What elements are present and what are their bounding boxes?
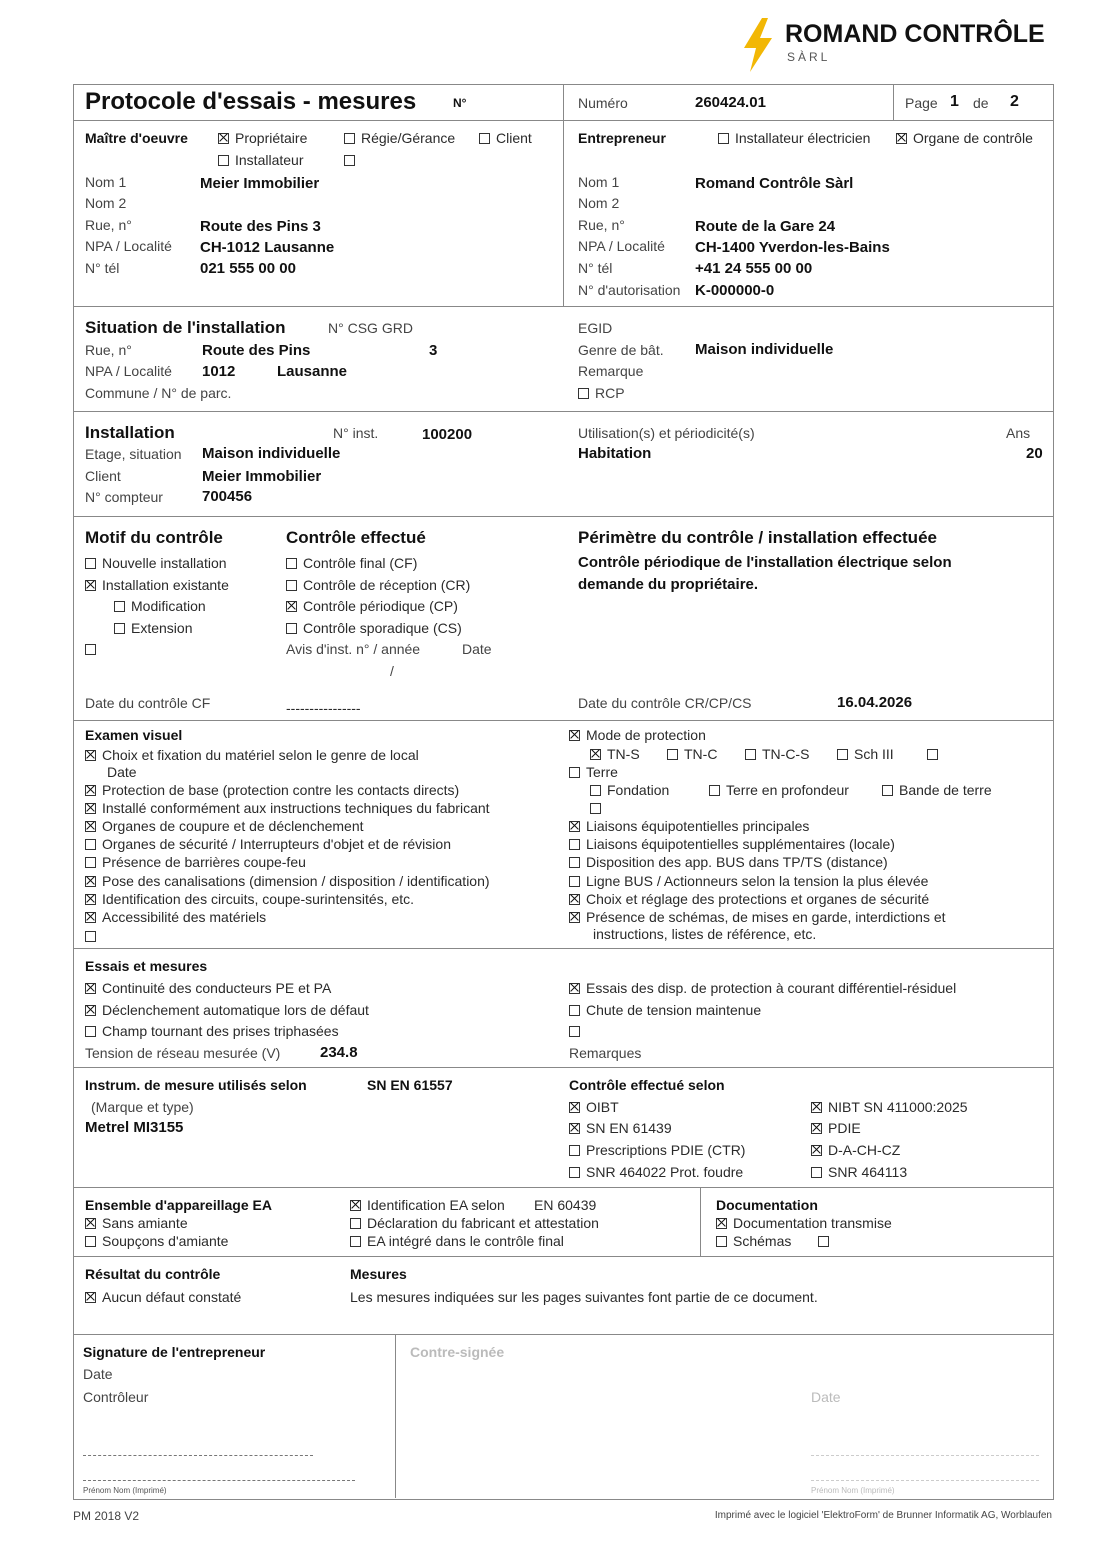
motif-heading: Motif du contrôle (85, 528, 223, 547)
checkbox-checked[interactable] (811, 1102, 822, 1113)
checkbox[interactable] (569, 1026, 580, 1037)
nom2-label: Nom 2 (85, 195, 127, 211)
no-label: N° (453, 96, 467, 110)
ea-integre-option[interactable]: EA intégré dans le contrôle final (350, 1233, 564, 1249)
ans-label: Ans (1006, 425, 1031, 441)
other-terre-option[interactable] (590, 800, 607, 816)
selon-heading: Contrôle effectué selon (569, 1077, 725, 1093)
examen-item-10[interactable] (85, 928, 102, 944)
en61439-option[interactable]: SN EN 61439 (569, 1120, 672, 1136)
checkbox-checked[interactable] (590, 749, 601, 760)
examen-item-2[interactable]: Protection de base (protection contre les contacts directs) (85, 782, 459, 798)
contre-signature-line (811, 1455, 1039, 1456)
entrepreneur-tel: +41 24 555 00 00 (695, 260, 813, 277)
installateur-electricien-option[interactable]: Installateur électricien (718, 130, 870, 146)
perimetre-heading: Périmètre du contrôle / installation effectuée (578, 528, 937, 547)
checkbox-checked[interactable] (85, 1005, 96, 1016)
footer-version: PM 2018 V2 (73, 1509, 140, 1523)
tension-value: 234.8 (320, 1044, 358, 1061)
checkbox-checked[interactable] (569, 1123, 580, 1134)
examen-item-5[interactable]: Organes de sécurité / Interrupteurs d'objet et de révision (85, 836, 451, 852)
cp-option[interactable]: Contrôle périodique (CP) (286, 598, 458, 614)
ans-value: 20 (1026, 445, 1043, 462)
checkbox[interactable] (479, 133, 490, 144)
checkbox-checked[interactable] (85, 803, 96, 814)
checkbox[interactable] (286, 580, 297, 591)
entrepreneur-heading: Entrepreneur (578, 130, 666, 146)
signature-date-label: Date (83, 1366, 113, 1382)
aucun-defaut-option[interactable]: Aucun défaut constaté (85, 1289, 241, 1305)
sans-amiante-option[interactable]: Sans amiante (85, 1215, 188, 1231)
auth-label: N° d'autorisation (578, 282, 681, 298)
npa-label: NPA / Localité (85, 238, 172, 254)
tns-option[interactable]: TN-S (590, 746, 640, 762)
situation-localite: Lausanne (277, 363, 348, 380)
checkbox[interactable] (85, 857, 96, 868)
maitre-nom1: Meier Immobilier (200, 175, 320, 192)
inst-label: N° inst. (333, 425, 379, 441)
numero-value: 260424.01 (695, 94, 766, 111)
checkbox-checked[interactable] (569, 894, 580, 905)
other-mode-option[interactable] (927, 746, 944, 762)
checkbox-checked[interactable] (569, 1102, 580, 1113)
other-motif-option[interactable] (85, 641, 102, 657)
checkbox[interactable] (718, 133, 729, 144)
fondation-option[interactable]: Fondation (590, 782, 669, 798)
identification-ea-norm: EN 60439 (534, 1197, 597, 1213)
page-total: 2 (1010, 93, 1019, 110)
checkbox[interactable] (344, 155, 355, 166)
contre-name-line (811, 1480, 1039, 1481)
ensemble-heading: Ensemble d'appareillage EA (85, 1197, 272, 1213)
examen-item-6[interactable]: Présence de barrières coupe-feu (85, 854, 306, 870)
maitre-heading: Maître d'oeuvre (85, 130, 188, 146)
rue-label: Rue, n° (85, 342, 132, 358)
bande-option[interactable]: Bande de terre (882, 782, 992, 798)
checkbox[interactable] (818, 1236, 829, 1247)
tension-label: Tension de réseau mesurée (V) (85, 1045, 281, 1061)
checkbox-checked[interactable] (85, 580, 96, 591)
mesures-heading: Mesures (350, 1266, 407, 1282)
entrepreneur-auth: K-000000-0 (695, 282, 775, 299)
dach-option[interactable]: D-A-CH-CZ (811, 1142, 900, 1158)
npa-label: NPA / Localité (578, 238, 665, 254)
essais-heading: Essais et mesures (85, 958, 208, 974)
pdie-ctr-option[interactable]: Prescriptions PDIE (CTR) (569, 1142, 745, 1158)
checkbox-checked[interactable] (85, 750, 96, 761)
csg-label: N° CSG GRD (328, 320, 413, 336)
tel-label: N° tél (578, 260, 613, 276)
checkbox-checked[interactable] (85, 876, 96, 887)
sch3-option[interactable]: Sch III (837, 746, 894, 762)
checkbox[interactable] (716, 1236, 727, 1247)
checkbox[interactable] (569, 857, 580, 868)
client-option[interactable]: Client (479, 130, 532, 146)
examen-item-1-date: Date (107, 764, 137, 780)
checkbox-checked[interactable] (85, 912, 96, 923)
checkbox[interactable] (85, 839, 96, 850)
page-label: Page (905, 95, 938, 111)
avis-label: Avis d'inst. n° / année (286, 641, 421, 657)
compteur-value: 700456 (202, 488, 253, 505)
checkbox-checked[interactable] (896, 133, 907, 144)
checkbox[interactable] (745, 749, 756, 760)
checkbox-checked[interactable] (811, 1123, 822, 1134)
compteur-label: N° compteur (85, 489, 163, 505)
prenom-nom-label: Prénom Nom (Imprimé) (83, 1486, 167, 1495)
checkbox[interactable] (569, 767, 580, 778)
bus-ligne-option[interactable]: Ligne BUS / Actionneurs selon la tension la plus élevée (569, 873, 928, 889)
checkbox[interactable] (882, 785, 893, 796)
declaration-option[interactable]: Déclaration du fabricant et attestation (350, 1215, 599, 1231)
checkbox[interactable] (578, 388, 589, 399)
existante-option[interactable]: Installation existante (85, 577, 229, 593)
checkbox[interactable] (569, 1145, 580, 1156)
de-label: de (973, 95, 989, 111)
pdie-option[interactable]: PDIE (811, 1120, 861, 1136)
form-title: Protocole d'essais - mesures (85, 88, 417, 115)
instrum-heading: Instrum. de mesure utilisés selon (85, 1077, 307, 1093)
documentation-heading: Documentation (716, 1197, 818, 1213)
perimetre-line2: demande du propriétaire. (578, 576, 759, 593)
checkbox[interactable] (569, 1167, 580, 1178)
checkbox-checked[interactable] (569, 821, 580, 832)
company-subtitle: SÀRL (787, 50, 831, 64)
choix-reglage-option[interactable]: Choix et réglage des protections et organes de sécurité (569, 891, 929, 907)
checkbox-checked[interactable] (811, 1145, 822, 1156)
maitre-tel: 021 555 00 00 (200, 260, 296, 277)
name-line (83, 1480, 355, 1481)
organe-controle-option[interactable]: Organe de contrôle (896, 130, 1033, 146)
checkbox[interactable] (350, 1218, 361, 1229)
checkbox[interactable] (85, 644, 96, 655)
examen-item-8[interactable]: Identification des circuits, coupe-surintensités, etc. (85, 891, 414, 907)
date-control-value: 16.04.2026 (837, 694, 913, 711)
checkbox-checked[interactable] (218, 133, 229, 144)
controle-heading: Contrôle effectué (286, 528, 426, 547)
etage-label: Etage, situation (85, 446, 182, 462)
contre-signee-label: Contre-signée (410, 1344, 505, 1360)
entrepreneur-npa: CH-1400 Yverdon-les-Bains (695, 239, 890, 256)
commune-label: Commune / N° de parc. (85, 385, 232, 401)
checkbox[interactable] (85, 1236, 96, 1247)
checkbox-checked[interactable] (350, 1200, 361, 1211)
company-name: ROMAND CONTRÔLE (785, 20, 1045, 48)
checkbox-checked[interactable] (85, 785, 96, 796)
examen-heading: Examen visuel (85, 727, 183, 743)
cs-option[interactable]: Contrôle sporadique (CS) (286, 620, 462, 636)
date-cf-label: Date du contrôle CF (85, 695, 211, 711)
rue-label: Rue, n° (578, 217, 625, 233)
nom1-label: Nom 1 (85, 174, 127, 190)
nibt-option[interactable]: NIBT SN 411000:2025 (811, 1099, 968, 1115)
contre-date-label: Date (811, 1389, 841, 1405)
date-control-label: Date du contrôle CR/CP/CS (578, 695, 752, 711)
instrum-norme: SN EN 61557 (367, 1077, 453, 1093)
checkbox[interactable] (590, 785, 601, 796)
checkbox[interactable] (114, 601, 125, 612)
checkbox[interactable] (569, 1005, 580, 1016)
checkbox[interactable] (114, 623, 125, 634)
resultat-heading: Résultat du contrôle (85, 1266, 221, 1282)
npa-label: NPA / Localité (85, 363, 172, 379)
checkbox-checked[interactable] (569, 983, 580, 994)
etage-value: Maison individuelle (202, 445, 341, 462)
date-cf-value: ---------------- (286, 700, 361, 716)
rcd-option[interactable]: Essais des disp. de protection à courant différentiel-résiduel (569, 980, 956, 996)
declenchement-option[interactable]: Déclenchement automatique lors de défaut (85, 1002, 369, 1018)
examen-item-3[interactable]: Installé conformément aux instructions techniques du fabricant (85, 800, 490, 816)
checkbox[interactable] (286, 623, 297, 634)
checkbox[interactable] (569, 839, 580, 850)
footer-printed-by: Imprimé avec le logiciel 'ElektroForm' de Brunner Informatik AG, Worblaufen (714, 1510, 1052, 1521)
rue-label: Rue, n° (85, 217, 132, 233)
client-label: Client (85, 468, 121, 484)
checkbox-checked[interactable] (85, 1218, 96, 1229)
nom2-label: Nom 2 (578, 195, 620, 211)
lightning-bolt-icon (738, 16, 778, 74)
schemas-option[interactable]: Schémas (716, 1233, 791, 1249)
signature-line (83, 1455, 313, 1456)
schemas-presence-option[interactable]: Présence de schémas, de mises en garde, interdictions et (569, 909, 946, 925)
checkbox[interactable] (85, 1026, 96, 1037)
terre-option[interactable]: Terre (569, 764, 618, 780)
examen-item-1[interactable]: Choix et fixation du matériel selon le genre de local (85, 747, 419, 763)
mode-protection-option[interactable]: Mode de protection (569, 727, 706, 743)
situation-rue-no: 3 (429, 342, 438, 359)
profondeur-option[interactable]: Terre en profondeur (709, 782, 849, 798)
nouvelle-option[interactable]: Nouvelle installation (85, 555, 227, 571)
utilisation-value: Habitation (578, 445, 652, 462)
examen-item-9[interactable]: Accessibilité des matériels (85, 909, 266, 925)
checkbox-checked[interactable] (569, 912, 580, 923)
checkbox[interactable] (85, 558, 96, 569)
contre-prenom-label: Prénom Nom (Imprimé) (811, 1486, 895, 1495)
extension-option[interactable]: Extension (114, 620, 192, 636)
bus-disposition-option[interactable]: Disposition des app. BUS dans TP/TS (distance) (569, 854, 888, 870)
avis-date-label: Date (462, 641, 492, 657)
avis-slash: / (390, 663, 394, 679)
checkbox-checked[interactable] (85, 894, 96, 905)
checkbox[interactable] (837, 749, 848, 760)
other-option[interactable] (344, 152, 361, 168)
checkbox[interactable] (927, 749, 938, 760)
tncs-option[interactable]: TN-C-S (745, 746, 809, 762)
situation-rue: Route des Pins (202, 342, 311, 359)
remarque-label: Remarque (578, 363, 644, 379)
remarques-label: Remarques (569, 1045, 642, 1061)
installateur-option[interactable]: Installateur (218, 152, 303, 168)
schemas-presence-line2: instructions, listes de référence, etc. (593, 926, 817, 942)
continuite-option[interactable]: Continuité des conducteurs PE et PA (85, 980, 331, 996)
controleur-label: Contrôleur (83, 1389, 149, 1405)
snr464113-option[interactable]: SNR 464113 (811, 1164, 907, 1180)
snr464022-option[interactable]: SNR 464022 Prot. foudre (569, 1164, 743, 1180)
maitre-rue: Route des Pins 3 (200, 218, 321, 235)
examen-item-4[interactable]: Organes de coupure et de déclenchement (85, 818, 364, 834)
checkbox[interactable] (350, 1236, 361, 1247)
utilisation-label: Utilisation(s) et périodicité(s) (578, 425, 755, 441)
checkbox-checked[interactable] (85, 983, 96, 994)
checkbox[interactable] (569, 876, 580, 887)
entrepreneur-rue: Route de la Gare 24 (695, 218, 836, 235)
client-value: Meier Immobilier (202, 468, 322, 485)
modification-option[interactable]: Modification (114, 598, 206, 614)
checkbox-checked[interactable] (716, 1218, 727, 1229)
situation-npa: 1012 (202, 363, 236, 380)
checkbox[interactable] (811, 1167, 822, 1178)
entrepreneur-nom1: Romand Contrôle Sàrl (695, 175, 854, 192)
checkbox[interactable] (218, 155, 229, 166)
mesures-text: Les mesures indiquées sur les pages suivantes font partie de ce document. (350, 1289, 818, 1305)
inst-value: 100200 (422, 426, 473, 443)
genre-label: Genre de bât. (578, 342, 664, 358)
liaisons-principales-option[interactable]: Liaisons équipotentielles principales (569, 818, 809, 834)
tnc-option[interactable]: TN-C (667, 746, 717, 762)
installation-heading: Installation (85, 423, 175, 442)
checkbox[interactable] (709, 785, 720, 796)
identification-ea-option[interactable]: Identification EA selon (350, 1197, 505, 1213)
genre-value: Maison individuelle (695, 341, 834, 358)
checkbox-checked[interactable] (85, 1292, 96, 1303)
oibt-option[interactable]: OIBT (569, 1099, 619, 1115)
cf-option[interactable]: Contrôle final (CF) (286, 555, 417, 571)
tel-label: N° tél (85, 260, 120, 276)
soupcons-option[interactable]: Soupçons d'amiante (85, 1233, 228, 1249)
checkbox[interactable] (344, 133, 355, 144)
checkbox-checked[interactable] (85, 821, 96, 832)
liaisons-supplementaires-option[interactable]: Liaisons équipotentielles supplémentaires (locale) (569, 836, 895, 852)
nom1-label: Nom 1 (578, 174, 620, 190)
numero-label: Numéro (578, 95, 628, 111)
maitre-npa: CH-1012 Lausanne (200, 239, 335, 256)
chute-tension-option[interactable]: Chute de tension maintenue (569, 1002, 761, 1018)
checkbox[interactable] (286, 558, 297, 569)
marque-value: Metrel MI3155 (85, 1119, 184, 1136)
examen-item-7[interactable]: Pose des canalisations (dimension / disposition / identification) (85, 873, 490, 889)
rcp-option[interactable]: RCP (578, 385, 625, 401)
doc-transmise-option[interactable]: Documentation transmise (716, 1215, 892, 1231)
marque-label: (Marque et type) (91, 1099, 194, 1115)
checkbox-checked[interactable] (569, 730, 580, 741)
checkbox[interactable] (590, 803, 601, 814)
regie-option[interactable]: Régie/Gérance (344, 130, 455, 146)
other-essai-option[interactable] (569, 1023, 586, 1039)
cr-option[interactable]: Contrôle de réception (CR) (286, 577, 470, 593)
signature-heading: Signature de l'entrepreneur (83, 1344, 266, 1360)
proprietaire-option[interactable]: Propriétaire (218, 130, 307, 146)
page-number: 1 (950, 93, 959, 110)
champ-tournant-option[interactable]: Champ tournant des prises triphasées (85, 1023, 339, 1039)
checkbox[interactable] (85, 931, 96, 942)
other-doc-option[interactable] (818, 1233, 835, 1249)
perimetre-line1: Contrôle périodique de l'installation électrique selon (578, 554, 952, 571)
situation-heading: Situation de l'installation (85, 318, 286, 337)
checkbox-checked[interactable] (286, 601, 297, 612)
checkbox[interactable] (667, 749, 678, 760)
egid-label: EGID (578, 320, 613, 336)
